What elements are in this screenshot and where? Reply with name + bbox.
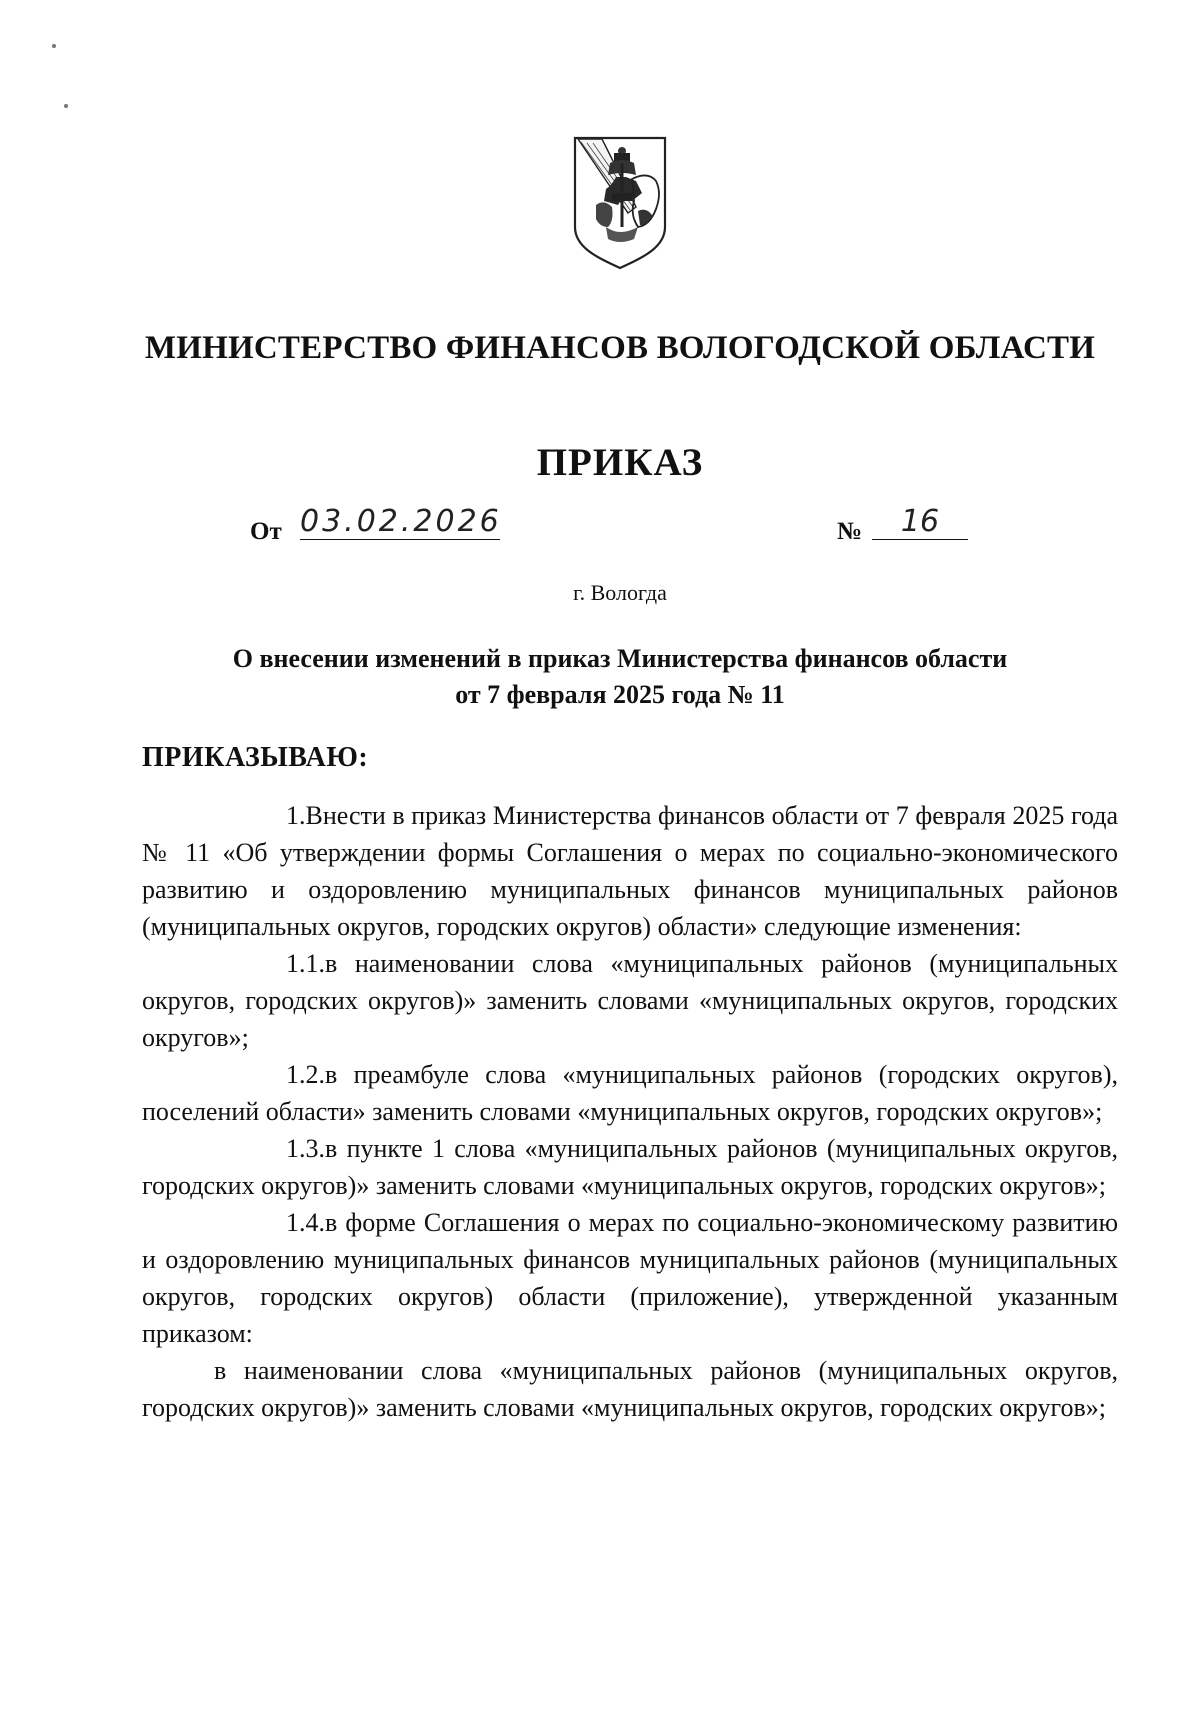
order-title: ПРИКАЗ — [536, 441, 704, 484]
date-label: От — [250, 518, 282, 545]
paragraph-text: в наименовании слова «муниципальных районов (муниципальных округов, городских округов)» заменить словами «муниципальных округов, городских округов»; — [142, 949, 1118, 1052]
paragraph-text: в преамбуле слова «муниципальных районов (городских округов), поселений области» заменить словами «муниципальных округов, городских округов»; — [142, 1060, 1118, 1126]
city: г. Вологда — [573, 580, 667, 605]
paragraph-number: 1.2. — [286, 1060, 325, 1089]
scan-speck — [64, 104, 68, 108]
paragraph-number: 1.1. — [286, 949, 325, 978]
order-date: 03.02.2026 — [300, 504, 502, 539]
order-subject — [140, 641, 1100, 713]
paragraph — [142, 945, 1118, 1056]
subject-line: от 7 февраля 2025 года № 11 — [455, 680, 785, 709]
paragraph-number: 1. — [286, 801, 306, 830]
subject-line: О внесении изменений в приказ Министерства финансов области — [232, 644, 1008, 673]
coat-of-arms-icon — [572, 135, 668, 271]
paragraph — [142, 1130, 1118, 1204]
paragraph-text: Внести в приказ Министерства финансов области от 7 февраля 2025 года № 11 «Об утверждении формы Соглашения о мерах по социально-экономического развитию и оздоровлению муниципальных финансов муниципальных районов (муниципальных округов, городских округов) области» следующие изменения: — [142, 801, 1118, 941]
paragraph-text: в наименовании слова «муниципальных районов (муниципальных округов, городских округов)» заменить словами «муниципальных округов, городских округов»; — [142, 1356, 1118, 1422]
paragraph-text: в форме Соглашения о мерах по социально-экономическому развитию и оздоровлению муниципальных финансов муниципальных районов (муниципальных округов, городских округов) области (приложение), утвержденной указанным приказом: — [142, 1208, 1118, 1348]
number-label: № — [837, 518, 863, 545]
paragraph-number: 1.4. — [286, 1208, 325, 1237]
paragraph-text: в пункте 1 слова «муниципальных районов (муниципальных округов, городских округов)» заменить словами «муниципальных округов, городских округов»; — [142, 1134, 1118, 1200]
paragraph — [142, 1204, 1118, 1352]
paragraph — [142, 1352, 1118, 1426]
paragraph-number: 1.3. — [286, 1134, 325, 1163]
ministry-name: МИНИСТЕРСТВО ФИНАНСОВ ВОЛОГОДСКОЙ ОБЛАСТИ — [144, 330, 1096, 366]
paragraph — [142, 1056, 1118, 1130]
order-body — [142, 797, 1118, 1426]
order-number: 16 — [872, 505, 968, 540]
decree-heading: ПРИКАЗЫВАЮ: — [142, 742, 369, 773]
scan-speck — [52, 44, 56, 48]
paragraph — [142, 797, 1118, 945]
